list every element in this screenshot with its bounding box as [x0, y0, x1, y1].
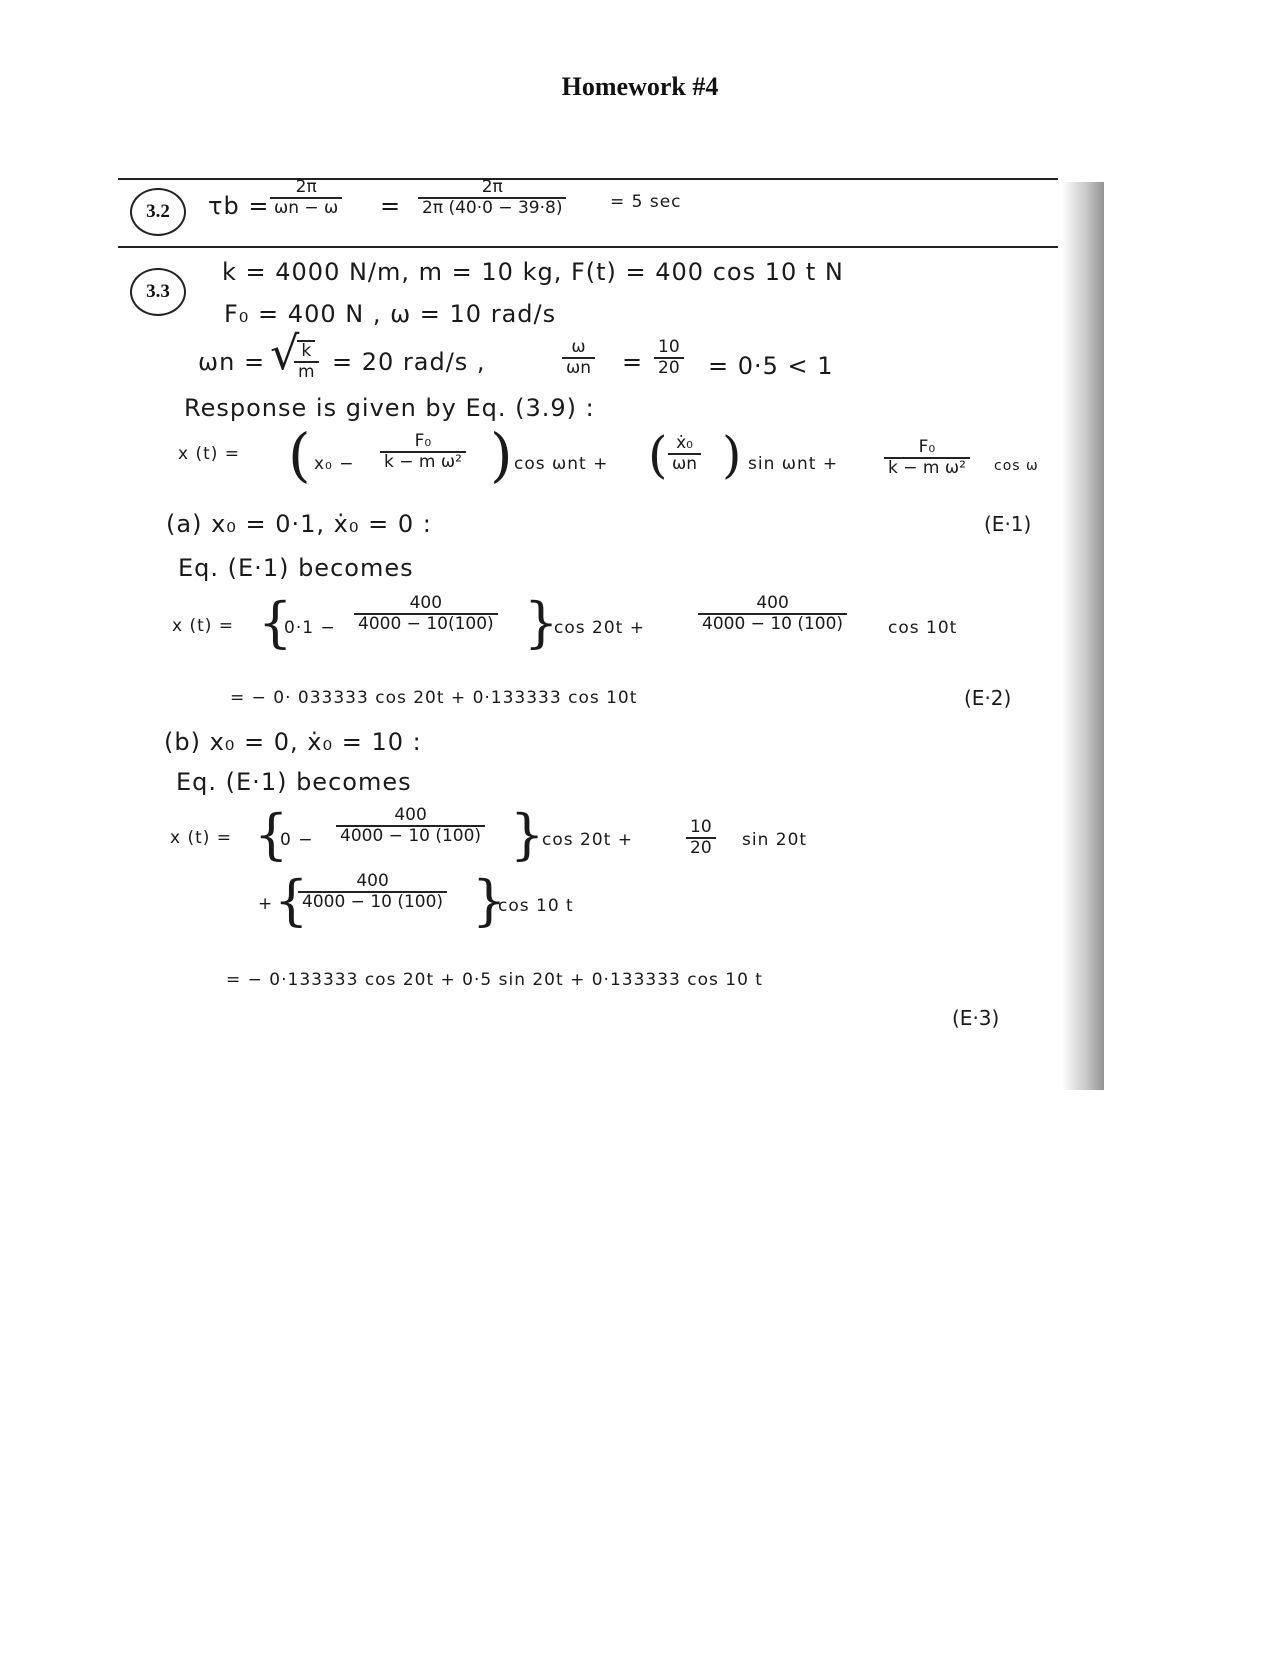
fraction-denominator: 20	[686, 837, 716, 859]
period-fraction-1	[270, 178, 342, 218]
fraction-numerator: 2π	[295, 177, 317, 197]
part-b-plus: +	[258, 894, 274, 914]
scanned-solution	[118, 172, 1104, 1090]
fraction-numerator: k	[297, 340, 315, 361]
part-a-lead: 0·1 −	[284, 618, 336, 638]
scan-shadow-edge	[1062, 182, 1104, 1090]
fraction-denominator: ωn	[668, 453, 701, 475]
fraction-denominator: 4000 − 10 (100)	[698, 613, 847, 635]
problem-3-3-number: 3.3	[130, 268, 186, 316]
forced-amplitude-fraction	[380, 432, 466, 472]
fraction-denominator: 4000 − 10 (100)	[336, 825, 485, 847]
right-brace: }	[472, 869, 507, 932]
omega-n-label: ωn =	[198, 348, 266, 376]
fraction-numerator: 10	[658, 337, 680, 357]
part-a-fraction-1	[354, 594, 498, 634]
frequency-ratio-fraction	[562, 338, 595, 378]
part-a-fraction-2	[698, 594, 847, 634]
left-paren: (	[648, 426, 668, 484]
fraction-numerator: 400	[356, 871, 389, 891]
left-brace: {	[254, 803, 289, 866]
equals-sign: =	[622, 348, 644, 376]
part-b-sin-term: sin 20t	[742, 830, 808, 850]
part-b-result: = − 0·133333 cos 20t + 0·5 sin 20t + 0·133333 cos 10 t	[226, 970, 763, 990]
sqrt-sign: √	[270, 326, 300, 380]
equation-label-e1: (E·1)	[984, 512, 1032, 536]
fraction-denominator: k − m ω²	[884, 457, 970, 479]
response-lhs: x (t) =	[178, 444, 241, 464]
tau-label: τb =	[208, 192, 270, 220]
given-line-1: k = 4000 N/m, m = 10 kg, F(t) = 400 cos 10 t N	[222, 258, 844, 286]
particular-amplitude-fraction	[884, 438, 970, 478]
part-a-result: = − 0· 033333 cos 20t + 0·133333 cos 10t	[230, 688, 638, 708]
part-b-lhs: x (t) =	[170, 828, 233, 848]
sqrt-fraction	[294, 340, 319, 382]
fraction-denominator: m	[294, 361, 319, 383]
fraction-denominator: ωn	[562, 357, 595, 379]
fraction-numerator: 10	[690, 817, 712, 837]
separator-rule	[118, 246, 1058, 248]
left-brace: {	[274, 869, 309, 932]
frequency-ratio-result: = 0·5 < 1	[708, 352, 834, 380]
page-title: Homework #4	[561, 72, 719, 101]
fraction-numerator: ω	[571, 337, 586, 357]
cos-omega-tail: cos ω	[994, 458, 1039, 474]
part-a-tail: cos 10t	[888, 618, 958, 638]
period-result: = 5 sec	[610, 192, 682, 212]
equation-label-e2: (E·2)	[964, 686, 1012, 710]
fraction-numerator: ẋ₀	[676, 433, 693, 453]
right-brace: }	[510, 803, 545, 866]
frequency-ratio-value-fraction	[654, 338, 684, 378]
part-b-fraction-3	[298, 872, 447, 912]
fraction-denominator: 20	[654, 357, 684, 379]
cos-wn-term: cos ωnt +	[514, 454, 609, 474]
velocity-fraction	[668, 434, 701, 474]
left-brace: {	[258, 591, 293, 654]
part-b-mid: cos 20t +	[542, 830, 633, 850]
part-a-lhs: x (t) =	[172, 616, 235, 636]
fraction-numerator: 2π	[481, 177, 503, 197]
period-fraction-2	[418, 178, 566, 218]
part-b-conditions: (b) x₀ = 0, ẋ₀ = 10 :	[164, 728, 422, 756]
fraction-denominator: 4000 − 10 (100)	[298, 891, 447, 913]
part-b-cos-tail: cos 10 t	[498, 896, 574, 916]
sin-wn-term: sin ωnt +	[748, 454, 839, 474]
right-paren: )	[490, 421, 513, 489]
fraction-denominator: 2π (40·0 − 39·8)	[418, 197, 566, 219]
fraction-denominator: k − m ω²	[380, 451, 466, 473]
part-b-becomes: Eq. (E·1) becomes	[176, 768, 412, 796]
x0-term: x₀ −	[314, 454, 355, 474]
right-paren: )	[722, 426, 742, 484]
top-rule	[118, 178, 1058, 180]
part-b-lead: 0 −	[280, 830, 314, 850]
response-sentence: Response is given by Eq. (3.9) :	[184, 394, 595, 422]
part-b-fraction-2	[686, 818, 716, 858]
part-b-fraction-1	[336, 806, 485, 846]
fraction-numerator: F₀	[918, 437, 936, 457]
given-line-2: F₀ = 400 N , ω = 10 rad/s	[224, 300, 557, 328]
fraction-numerator: 400	[409, 593, 443, 613]
left-paren: (	[288, 421, 311, 489]
omega-n-value: = 20 rad/s ,	[332, 348, 486, 376]
fraction-numerator: 400	[394, 805, 427, 825]
fraction-denominator: 4000 − 10(100)	[354, 613, 498, 635]
equals-sign: =	[380, 192, 402, 220]
part-a-mid: cos 20t +	[554, 618, 645, 638]
fraction-denominator: ωn − ω	[270, 197, 342, 219]
fraction-numerator: 400	[756, 593, 789, 613]
fraction-numerator: F₀	[414, 431, 432, 451]
equation-label-e3: (E·3)	[952, 1006, 1000, 1030]
part-a-becomes: Eq. (E·1) becomes	[178, 554, 414, 582]
right-brace: }	[524, 591, 559, 654]
part-a-conditions: (a) x₀ = 0·1, ẋ₀ = 0 :	[166, 510, 432, 538]
problem-3-2-number: 3.2	[130, 188, 186, 236]
